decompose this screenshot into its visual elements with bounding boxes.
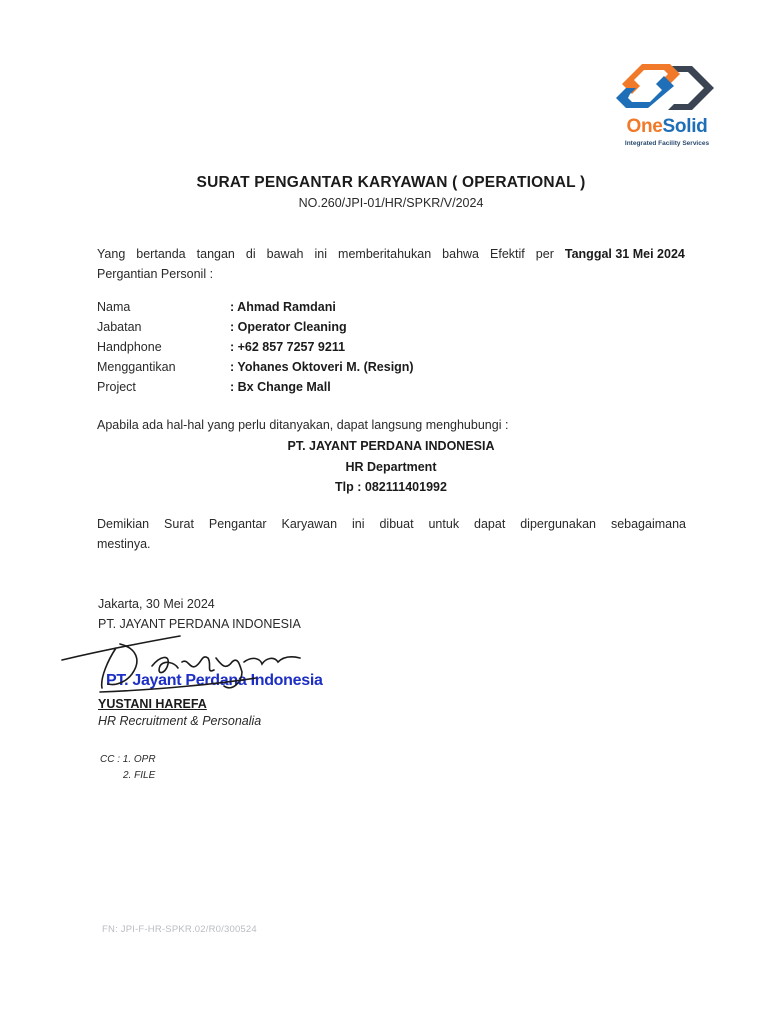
field-label: Jabatan [97,320,142,334]
field-row [97,317,414,337]
intro-word: Efektif [490,247,525,261]
signer-name: YUSTANI HAREFA [98,697,207,711]
logo-wordmark [608,116,726,138]
company-logo [608,58,728,154]
closing-word: Karyawan [281,517,338,531]
intro-word: di [245,247,256,261]
signer-title: HR Recruitment & Personalia [98,714,262,728]
field-label: Project [97,380,136,394]
cc-line-1: CC : 1. OPR [100,754,156,765]
intro-line-1 [97,244,685,264]
closing-word: ini [352,517,365,531]
field-row [97,297,414,317]
personnel-fields [97,297,414,397]
field-row [97,357,414,377]
closing-word: Demikian [97,517,150,531]
intro-word: memberitahukan [338,247,432,261]
intro-word: tangan [196,247,235,261]
field-label: Nama [97,300,131,314]
closing-line-1 [97,514,686,534]
intro-word: bertanda [136,247,186,261]
intro-word: bawah [266,247,304,261]
closing-word: dibuat [379,517,414,531]
cc-line-2: 2. FILE [123,770,156,781]
closing-word: Pengantar [208,517,267,531]
field-value: : Bx Change Mall [230,380,331,394]
contact-phone: Tlp : 082111401992 [335,480,447,494]
closing-word: sebagaimana [610,517,686,531]
field-label: Handphone [97,340,162,354]
signature-company: PT. JAYANT PERDANA INDONESIA [98,617,301,631]
handwritten-signature [56,626,306,704]
closing-paragraph [97,514,686,554]
logo-word-one: One [626,116,663,137]
contact-company: PT. JAYANT PERDANA INDONESIA [287,439,495,453]
closing-word: dipergunakan [520,517,596,531]
field-value: : Yohanes Oktoveri M. (Resign) [230,360,414,374]
intro-line-2: Pergantian Personil : [97,267,214,281]
closing-word: dapat [474,517,506,531]
carbon-copy [100,752,156,784]
closing-line-2: mestinya. [97,537,151,551]
place-date: Jakarta, 30 Mei 2024 [98,597,215,611]
field-row [97,337,414,357]
field-row [97,377,414,397]
contact-block [0,436,768,498]
letter-title: SURAT PENGANTAR KARYAWAN ( OPERATIONAL ) [196,174,586,191]
intro-word: per [535,247,554,261]
closing-word: untuk [428,517,460,531]
company-stamp: PT. Jayant Perdana Indonesia [106,672,323,689]
letter-number: NO.260/JPI-01/HR/SPKR/V/2024 [298,196,484,210]
intro-word: bahwa [442,247,480,261]
intro-word: ini [314,247,328,261]
field-label: Menggantikan [97,360,176,374]
intro-paragraph [97,244,685,284]
closing-word: Surat [164,517,194,531]
logo-word-solid: Solid [662,116,708,137]
contact-department: HR Department [345,459,437,474]
field-value: : Ahmad Ramdani [230,300,336,314]
field-value: : +62 857 7257 9211 [230,340,346,354]
field-value: : Operator Cleaning [230,320,347,334]
intro-word: Yang [97,247,126,261]
effective-date: Tanggal 31 Mei 2024 [564,247,685,261]
onesolid-chain-icon [608,58,728,118]
logo-tagline: Integrated Facility Services [624,140,710,147]
contact-lead: Apabila ada hal-hal yang perlu ditanyakan, dapat langsung menghubungi : [97,418,509,432]
form-code: FN: JPI-F-HR-SPKR.02/R0/300524 [102,924,257,935]
